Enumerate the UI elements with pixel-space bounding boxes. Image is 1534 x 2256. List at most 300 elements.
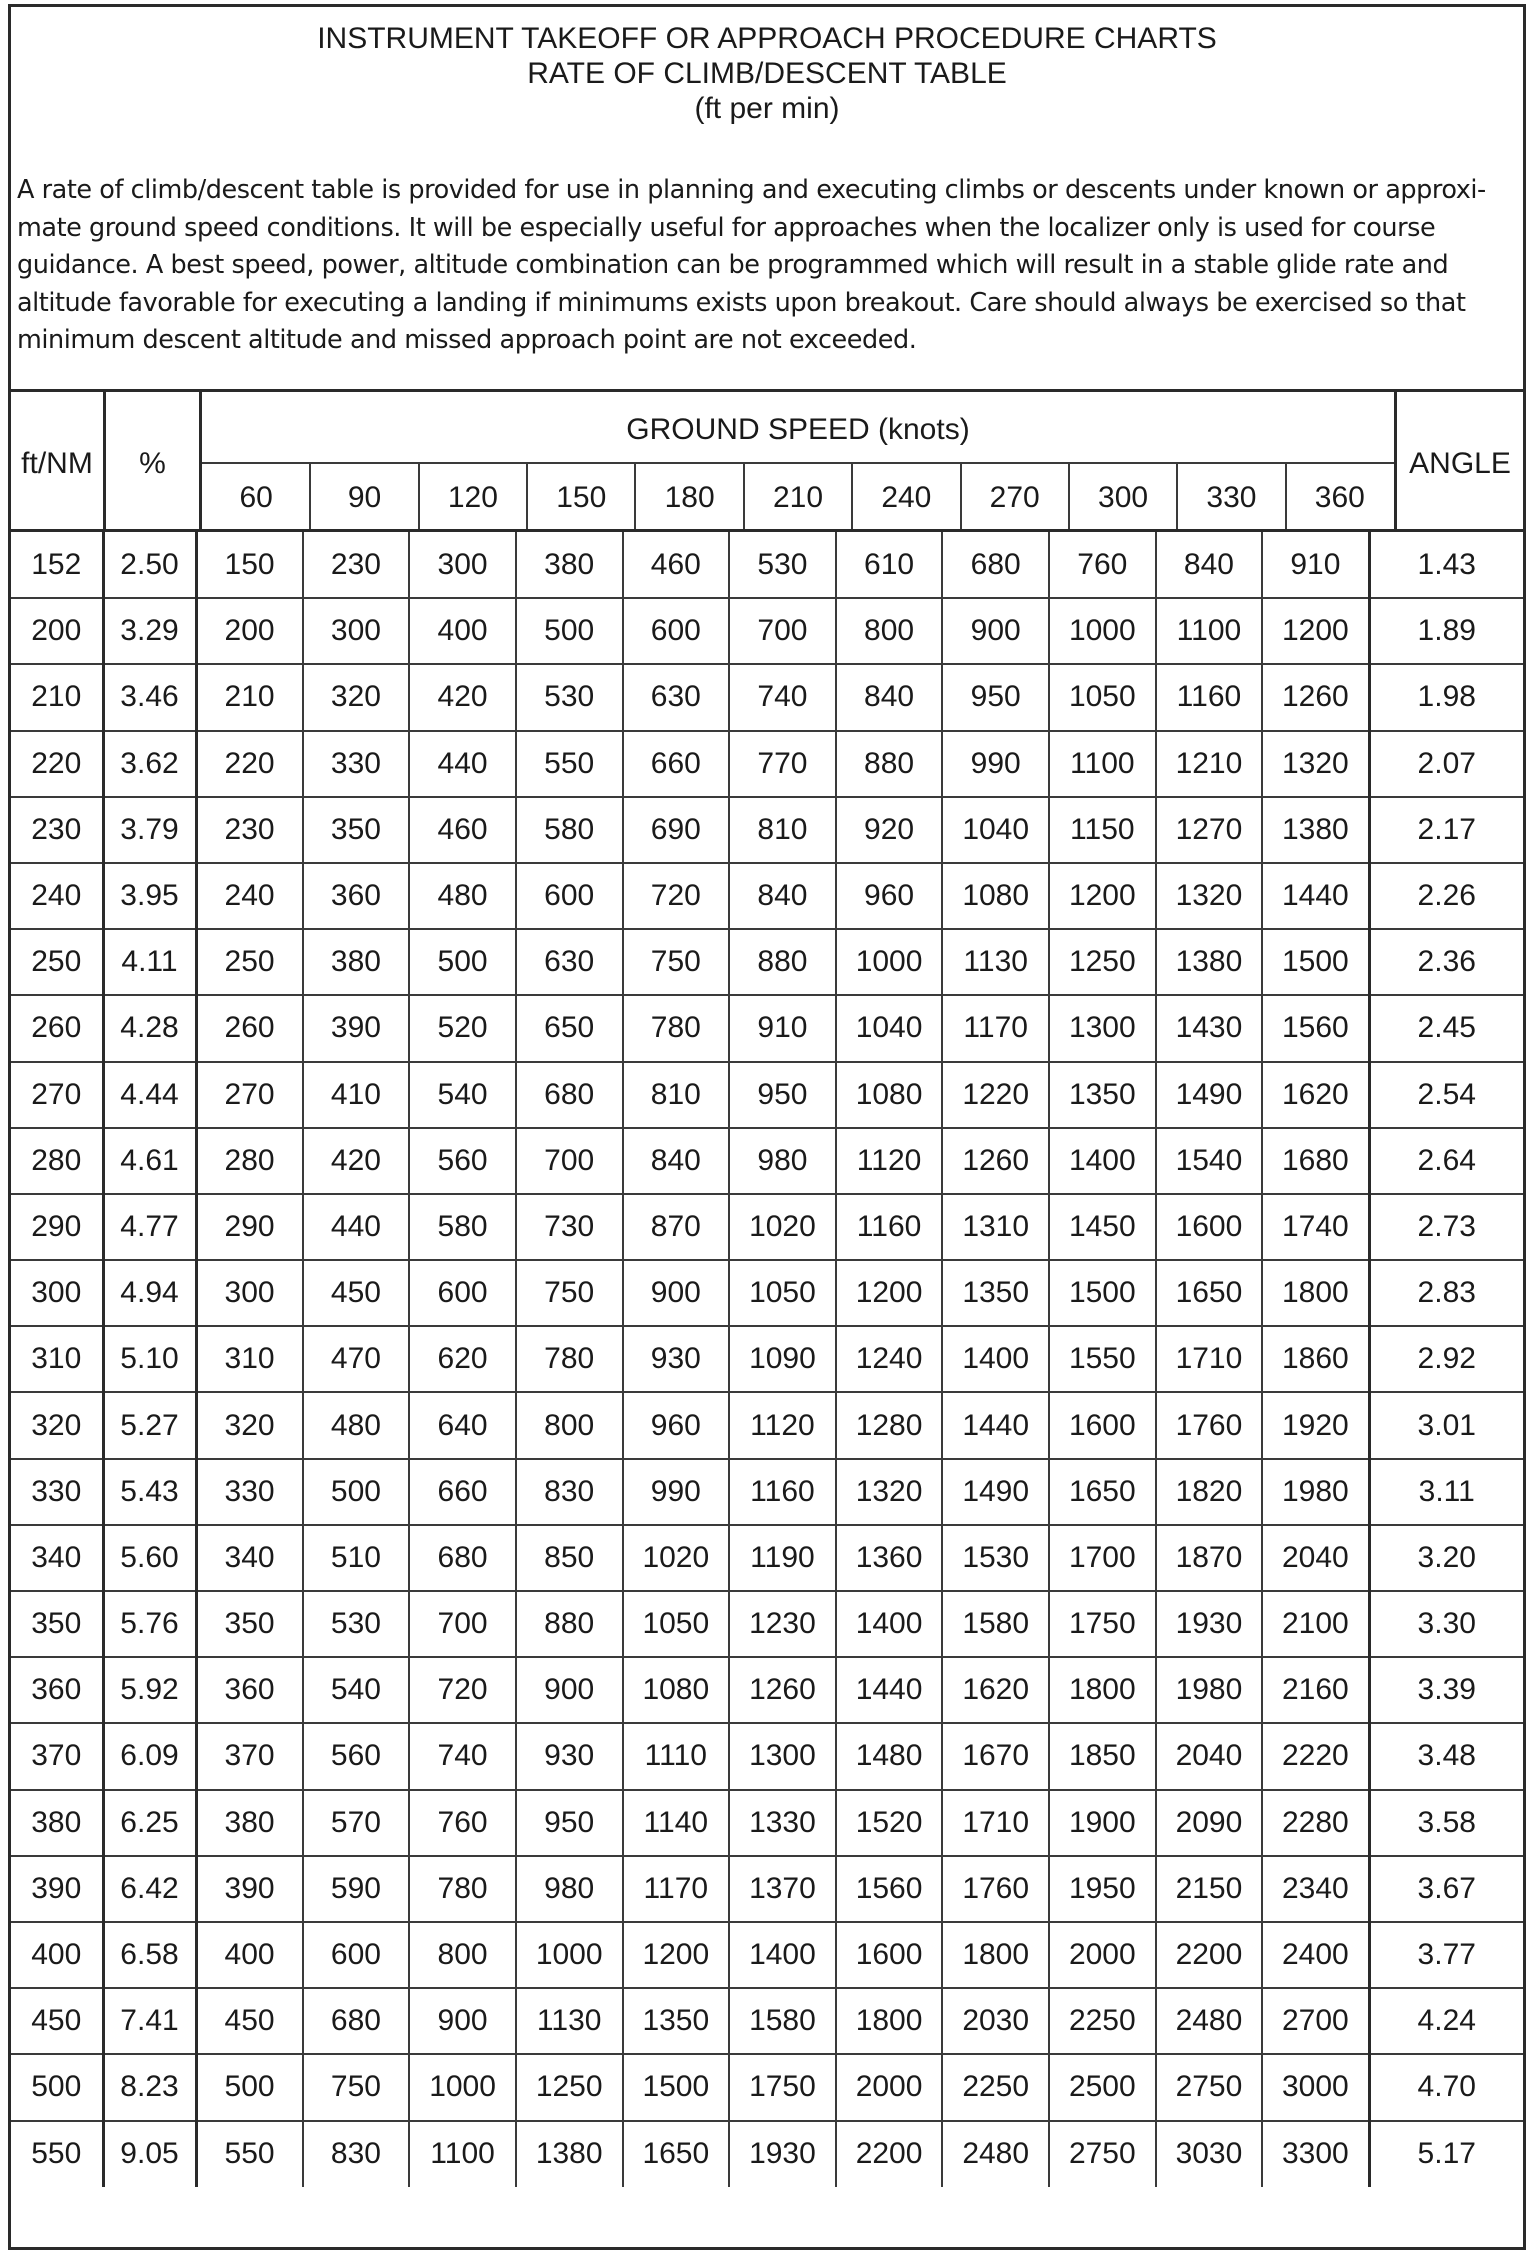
ground-speed-underline [202,462,1394,464]
cell-rate: 900 [942,598,1049,664]
cell-rate: 2160 [1262,1657,1369,1723]
cell-rate: 580 [516,797,623,863]
cell-rate: 1130 [942,929,1049,995]
cell-angle: 2.54 [1369,1062,1523,1128]
cell-angle: 4.70 [1369,2054,1523,2120]
speed-header-divider [743,464,745,532]
cell-percent: 6.09 [103,1723,196,1789]
cell-rate: 900 [516,1657,623,1723]
cell-rate: 690 [623,797,730,863]
cell-rate: 640 [409,1392,516,1458]
speed-header-cell: 240 [881,481,932,514]
cell-rate: 150 [196,532,303,598]
cell-ft-per-nm: 210 [11,664,103,730]
cell-rate: 1900 [1049,1790,1156,1856]
cell-rate: 840 [1156,532,1263,598]
cell-rate: 1250 [1049,929,1156,995]
speed-header-divider [1176,464,1178,532]
cell-rate: 380 [196,1790,303,1856]
cell-rate: 830 [516,1459,623,1525]
cell-rate: 1080 [623,1657,730,1723]
cell-rate: 560 [409,1128,516,1194]
cell-rate: 1920 [1262,1392,1369,1458]
cell-rate: 1350 [942,1260,1049,1326]
cell-rate: 1000 [409,2054,516,2120]
cell-rate: 530 [516,664,623,730]
cell-angle: 3.39 [1369,1657,1523,1723]
cell-rate: 1980 [1156,1657,1263,1723]
speed-header-divider [1285,464,1287,532]
cell-rate: 810 [729,797,836,863]
cell-percent: 4.28 [103,995,196,1061]
cell-rate: 230 [303,532,410,598]
cell-rate: 280 [196,1128,303,1194]
cell-ft-per-nm: 380 [11,1790,103,1856]
cell-percent: 6.58 [103,1922,196,1988]
cell-rate: 390 [196,1856,303,1922]
cell-rate: 2200 [1156,1922,1263,1988]
cell-rate: 1050 [1049,664,1156,730]
speed-header-cell: 150 [556,481,607,514]
cell-rate: 1000 [1049,598,1156,664]
cell-rate: 1800 [942,1922,1049,1988]
cell-ft-per-nm: 152 [11,532,103,598]
cell-rate: 2400 [1262,1922,1369,1988]
cell-rate: 510 [303,1525,410,1591]
intro-line: altitude favorable for executing a landing if minimums exists upon breakout. Care should always be exercised so that [17,287,1466,318]
cell-ft-per-nm: 340 [11,1525,103,1591]
cell-rate: 360 [196,1657,303,1723]
cell-rate: 1520 [836,1790,943,1856]
cell-rate: 1380 [1262,797,1369,863]
header-divider [1394,392,1397,532]
cell-percent: 3.79 [103,797,196,863]
cell-rate: 1560 [1262,995,1369,1061]
cell-rate: 2200 [836,2121,943,2187]
cell-angle: 4.24 [1369,1988,1523,2054]
cell-rate: 1600 [1049,1392,1156,1458]
cell-rate: 1930 [1156,1591,1263,1657]
cell-rate: 700 [409,1591,516,1657]
cell-rate: 2750 [1049,2121,1156,2187]
cell-rate: 680 [303,1988,410,2054]
cell-percent: 3.95 [103,863,196,929]
cell-rate: 1260 [729,1657,836,1723]
cell-rate: 370 [196,1723,303,1789]
cell-rate: 1440 [942,1392,1049,1458]
cell-angle: 5.17 [1369,2121,1523,2187]
cell-rate: 460 [623,532,730,598]
cell-ft-per-nm: 390 [11,1856,103,1922]
cell-percent: 3.62 [103,731,196,797]
cell-rate: 1350 [623,1988,730,2054]
table-row [11,929,1523,995]
cell-rate: 1800 [836,1988,943,2054]
cell-rate: 300 [303,598,410,664]
cell-rate: 980 [516,1856,623,1922]
cell-rate: 980 [729,1128,836,1194]
cell-rate: 660 [623,731,730,797]
cell-rate: 2500 [1049,2054,1156,2120]
cell-rate: 1000 [836,929,943,995]
table-row [11,731,1523,797]
cell-ft-per-nm: 350 [11,1591,103,1657]
cell-rate: 530 [303,1591,410,1657]
cell-rate: 1400 [729,1922,836,1988]
table-row [11,1128,1523,1194]
cell-rate: 1080 [942,863,1049,929]
cell-rate: 600 [409,1260,516,1326]
cell-angle: 3.67 [1369,1856,1523,1922]
cell-percent: 3.29 [103,598,196,664]
speed-header-divider [634,464,636,532]
cell-rate: 1370 [729,1856,836,1922]
cell-ft-per-nm: 240 [11,863,103,929]
cell-rate: 400 [196,1922,303,1988]
cell-rate: 250 [196,929,303,995]
cell-rate: 540 [303,1657,410,1723]
cell-rate: 2040 [1156,1723,1263,1789]
cell-ft-per-nm: 260 [11,995,103,1061]
cell-rate: 1760 [1156,1392,1263,1458]
cell-rate: 630 [623,664,730,730]
cell-rate: 1150 [1049,797,1156,863]
cell-rate: 1400 [836,1591,943,1657]
cell-rate: 840 [836,664,943,730]
cell-rate: 2090 [1156,1790,1263,1856]
cell-rate: 1230 [729,1591,836,1657]
speed-header-cell: 120 [447,481,498,514]
cell-percent: 4.94 [103,1260,196,1326]
cell-rate: 620 [409,1326,516,1392]
cell-rate: 2250 [1049,1988,1156,2054]
cell-ft-per-nm: 320 [11,1392,103,1458]
intro-paragraph [17,172,1517,360]
rate-table-page [8,4,1526,2250]
cell-rate: 270 [196,1062,303,1128]
cell-rate: 3030 [1156,2121,1263,2187]
cell-rate: 880 [729,929,836,995]
cell-rate: 230 [196,797,303,863]
cell-rate: 1680 [1262,1128,1369,1194]
cell-rate: 500 [516,598,623,664]
cell-rate: 470 [303,1326,410,1392]
cell-ft-per-nm: 330 [11,1459,103,1525]
cell-rate: 1400 [942,1326,1049,1392]
cell-angle: 3.01 [1369,1392,1523,1458]
cell-rate: 870 [623,1194,730,1260]
cell-rate: 1440 [836,1657,943,1723]
ground-speed-header: GROUND SPEED (knots) [626,413,970,446]
cell-rate: 2480 [942,2121,1049,2187]
cell-rate: 3300 [1262,2121,1369,2187]
cell-angle: 2.17 [1369,797,1523,863]
cell-angle: 2.64 [1369,1128,1523,1194]
cell-rate: 570 [303,1790,410,1856]
cell-rate: 1800 [1262,1260,1369,1326]
cell-rate: 420 [303,1128,410,1194]
cell-rate: 1240 [836,1326,943,1392]
cell-percent: 4.77 [103,1194,196,1260]
cell-rate: 520 [409,995,516,1061]
title-units: (ft per min) [694,92,840,125]
cell-rate: 1260 [942,1128,1049,1194]
cell-rate: 880 [516,1591,623,1657]
cell-rate: 1500 [623,2054,730,2120]
table-row [11,2121,1523,2187]
cell-rate: 1580 [729,1988,836,2054]
cell-rate: 920 [836,797,943,863]
cell-rate: 1820 [1156,1459,1263,1525]
table-row [11,1856,1523,1922]
cell-percent: 4.61 [103,1128,196,1194]
cell-rate: 2700 [1262,1988,1369,2054]
cell-rate: 320 [303,664,410,730]
cell-rate: 1550 [1049,1326,1156,1392]
cell-rate: 1330 [729,1790,836,1856]
header-divider [103,392,106,532]
cell-rate: 300 [409,532,516,598]
cell-rate: 480 [303,1392,410,1458]
cell-rate: 330 [196,1459,303,1525]
cell-rate: 1140 [623,1790,730,1856]
cell-rate: 580 [409,1194,516,1260]
cell-rate: 450 [196,1988,303,2054]
cell-rate: 550 [516,731,623,797]
cell-rate: 1130 [516,1988,623,2054]
cell-rate: 450 [303,1260,410,1326]
cell-rate: 880 [836,731,943,797]
cell-rate: 600 [623,598,730,664]
cell-rate: 1490 [1156,1062,1263,1128]
cell-angle: 1.89 [1369,598,1523,664]
cell-rate: 540 [409,1062,516,1128]
cell-rate: 380 [516,532,623,598]
speed-header-divider [418,464,420,532]
cell-rate: 1650 [1049,1459,1156,1525]
cell-rate: 480 [409,863,516,929]
cell-rate: 770 [729,731,836,797]
col-header-percent: % [139,447,166,480]
cell-rate: 1220 [942,1062,1049,1128]
cell-rate: 1670 [942,1723,1049,1789]
cell-angle: 2.45 [1369,995,1523,1061]
table-row [11,1194,1523,1260]
cell-rate: 1620 [942,1657,1049,1723]
cell-rate: 1050 [729,1260,836,1326]
cell-rate: 200 [196,598,303,664]
cell-angle: 3.11 [1369,1459,1523,1525]
cell-percent: 5.27 [103,1392,196,1458]
cell-rate: 1020 [623,1525,730,1591]
cell-rate: 1160 [729,1459,836,1525]
cell-rate: 1860 [1262,1326,1369,1392]
cell-rate: 1320 [1262,731,1369,797]
cell-rate: 740 [409,1723,516,1789]
cell-rate: 210 [196,664,303,730]
cell-rate: 1950 [1049,1856,1156,1922]
cell-rate: 1500 [1262,929,1369,995]
cell-rate: 680 [409,1525,516,1591]
cell-rate: 1090 [729,1326,836,1392]
cell-rate: 1190 [729,1525,836,1591]
cell-rate: 1120 [729,1392,836,1458]
table-row [11,1591,1523,1657]
cell-rate: 1710 [942,1790,1049,1856]
cell-rate: 2280 [1262,1790,1369,1856]
header-divider [199,392,202,532]
cell-ft-per-nm: 290 [11,1194,103,1260]
cell-rate: 2220 [1262,1723,1369,1789]
cell-angle: 1.98 [1369,664,1523,730]
cell-rate: 660 [409,1459,516,1525]
cell-rate: 1650 [623,2121,730,2187]
cell-rate: 800 [409,1922,516,1988]
cell-rate: 760 [409,1790,516,1856]
cell-rate: 1260 [1262,664,1369,730]
cell-rate: 1300 [1049,995,1156,1061]
table-row [11,2054,1523,2120]
cell-rate: 500 [303,1459,410,1525]
cell-rate: 1360 [836,1525,943,1591]
cell-rate: 1800 [1049,1657,1156,1723]
cell-rate: 840 [623,1128,730,1194]
cell-rate: 1650 [1156,1260,1263,1326]
cell-rate: 1200 [623,1922,730,1988]
intro-line: mate ground speed conditions. It will be especially useful for approaches when the localizer only is used for course [17,212,1436,243]
cell-angle: 3.48 [1369,1723,1523,1789]
cell-rate: 1750 [729,2054,836,2120]
cell-rate: 800 [836,598,943,664]
cell-rate: 1560 [836,1856,943,1922]
cell-ft-per-nm: 500 [11,2054,103,2120]
cell-rate: 720 [409,1657,516,1723]
cell-rate: 1210 [1156,731,1263,797]
cell-rate: 2340 [1262,1856,1369,1922]
cell-angle: 2.07 [1369,731,1523,797]
cell-rate: 840 [729,863,836,929]
cell-percent: 5.76 [103,1591,196,1657]
cell-rate: 1170 [942,995,1049,1061]
cell-rate: 460 [409,797,516,863]
cell-angle: 2.92 [1369,1326,1523,1392]
cell-ft-per-nm: 200 [11,598,103,664]
cell-rate: 1120 [836,1128,943,1194]
cell-rate: 1500 [1049,1260,1156,1326]
cell-rate: 300 [196,1260,303,1326]
table-row [11,995,1523,1061]
speed-header-cell: 210 [772,481,824,514]
cell-rate: 1710 [1156,1326,1263,1392]
speed-header-divider [309,464,311,532]
cell-rate: 350 [303,797,410,863]
table-body [11,532,1523,2187]
intro-line: A rate of climb/descent table is provided for use in planning and executing climbs or descents under known or approxi- [17,175,1486,205]
cell-rate: 1450 [1049,1194,1156,1260]
cell-rate: 2150 [1156,1856,1263,1922]
cell-rate: 290 [196,1194,303,1260]
cell-rate: 600 [303,1922,410,1988]
cell-percent: 7.41 [103,1988,196,2054]
section-divider [11,389,1523,392]
cell-ft-per-nm: 550 [11,2121,103,2187]
cell-rate: 1320 [1156,863,1263,929]
cell-rate: 780 [516,1326,623,1392]
table-row [11,1922,1523,1988]
cell-rate: 750 [516,1260,623,1326]
table-row [11,797,1523,863]
cell-rate: 2250 [942,2054,1049,2120]
title-sub: RATE OF CLIMB/DESCENT TABLE [527,57,1007,90]
cell-percent: 4.44 [103,1062,196,1128]
cell-rate: 960 [623,1392,730,1458]
cell-rate: 800 [516,1392,623,1458]
cell-rate: 950 [729,1062,836,1128]
table-row [11,1723,1523,1789]
cell-rate: 1080 [836,1062,943,1128]
cell-rate: 1980 [1262,1459,1369,1525]
table-row [11,1062,1523,1128]
cell-ft-per-nm: 270 [11,1062,103,1128]
cell-rate: 810 [623,1062,730,1128]
cell-rate: 1850 [1049,1723,1156,1789]
cell-ft-per-nm: 220 [11,731,103,797]
table-row [11,1988,1523,2054]
cell-rate: 1580 [942,1591,1049,1657]
cell-rate: 1320 [836,1459,943,1525]
cell-angle: 2.26 [1369,863,1523,929]
cell-percent: 5.10 [103,1326,196,1392]
cell-rate: 240 [196,863,303,929]
cell-percent: 5.43 [103,1459,196,1525]
rate-of-climb-table [11,532,1523,2187]
cell-ft-per-nm: 250 [11,929,103,995]
cell-rate: 1300 [729,1723,836,1789]
cell-rate: 2480 [1156,1988,1263,2054]
cell-rate: 1160 [1156,664,1263,730]
speed-header-cell: 300 [1098,481,1149,514]
cell-rate: 400 [409,598,516,664]
cell-ft-per-nm: 300 [11,1260,103,1326]
intro-line: minimum descent altitude and missed approach point are not exceeded. [17,325,917,356]
cell-rate: 410 [303,1062,410,1128]
cell-rate: 340 [196,1525,303,1591]
cell-rate: 610 [836,532,943,598]
cell-rate: 1750 [1049,1591,1156,1657]
table-row [11,1326,1523,1392]
cell-percent: 5.60 [103,1525,196,1591]
cell-rate: 1700 [1049,1525,1156,1591]
cell-rate: 500 [409,929,516,995]
cell-rate: 2100 [1262,1591,1369,1657]
cell-percent: 6.25 [103,1790,196,1856]
cell-rate: 1000 [516,1922,623,1988]
cell-rate: 750 [623,929,730,995]
cell-rate: 1040 [942,797,1049,863]
cell-rate: 310 [196,1326,303,1392]
cell-rate: 1430 [1156,995,1263,1061]
cell-rate: 2750 [1156,2054,1263,2120]
cell-rate: 1760 [942,1856,1049,1922]
cell-rate: 900 [409,1988,516,2054]
cell-rate: 380 [303,929,410,995]
cell-rate: 1280 [836,1392,943,1458]
cell-rate: 930 [623,1326,730,1392]
cell-percent: 8.23 [103,2054,196,2120]
speed-header-divider [851,464,853,532]
table-row [11,1525,1523,1591]
cell-rate: 780 [409,1856,516,1922]
